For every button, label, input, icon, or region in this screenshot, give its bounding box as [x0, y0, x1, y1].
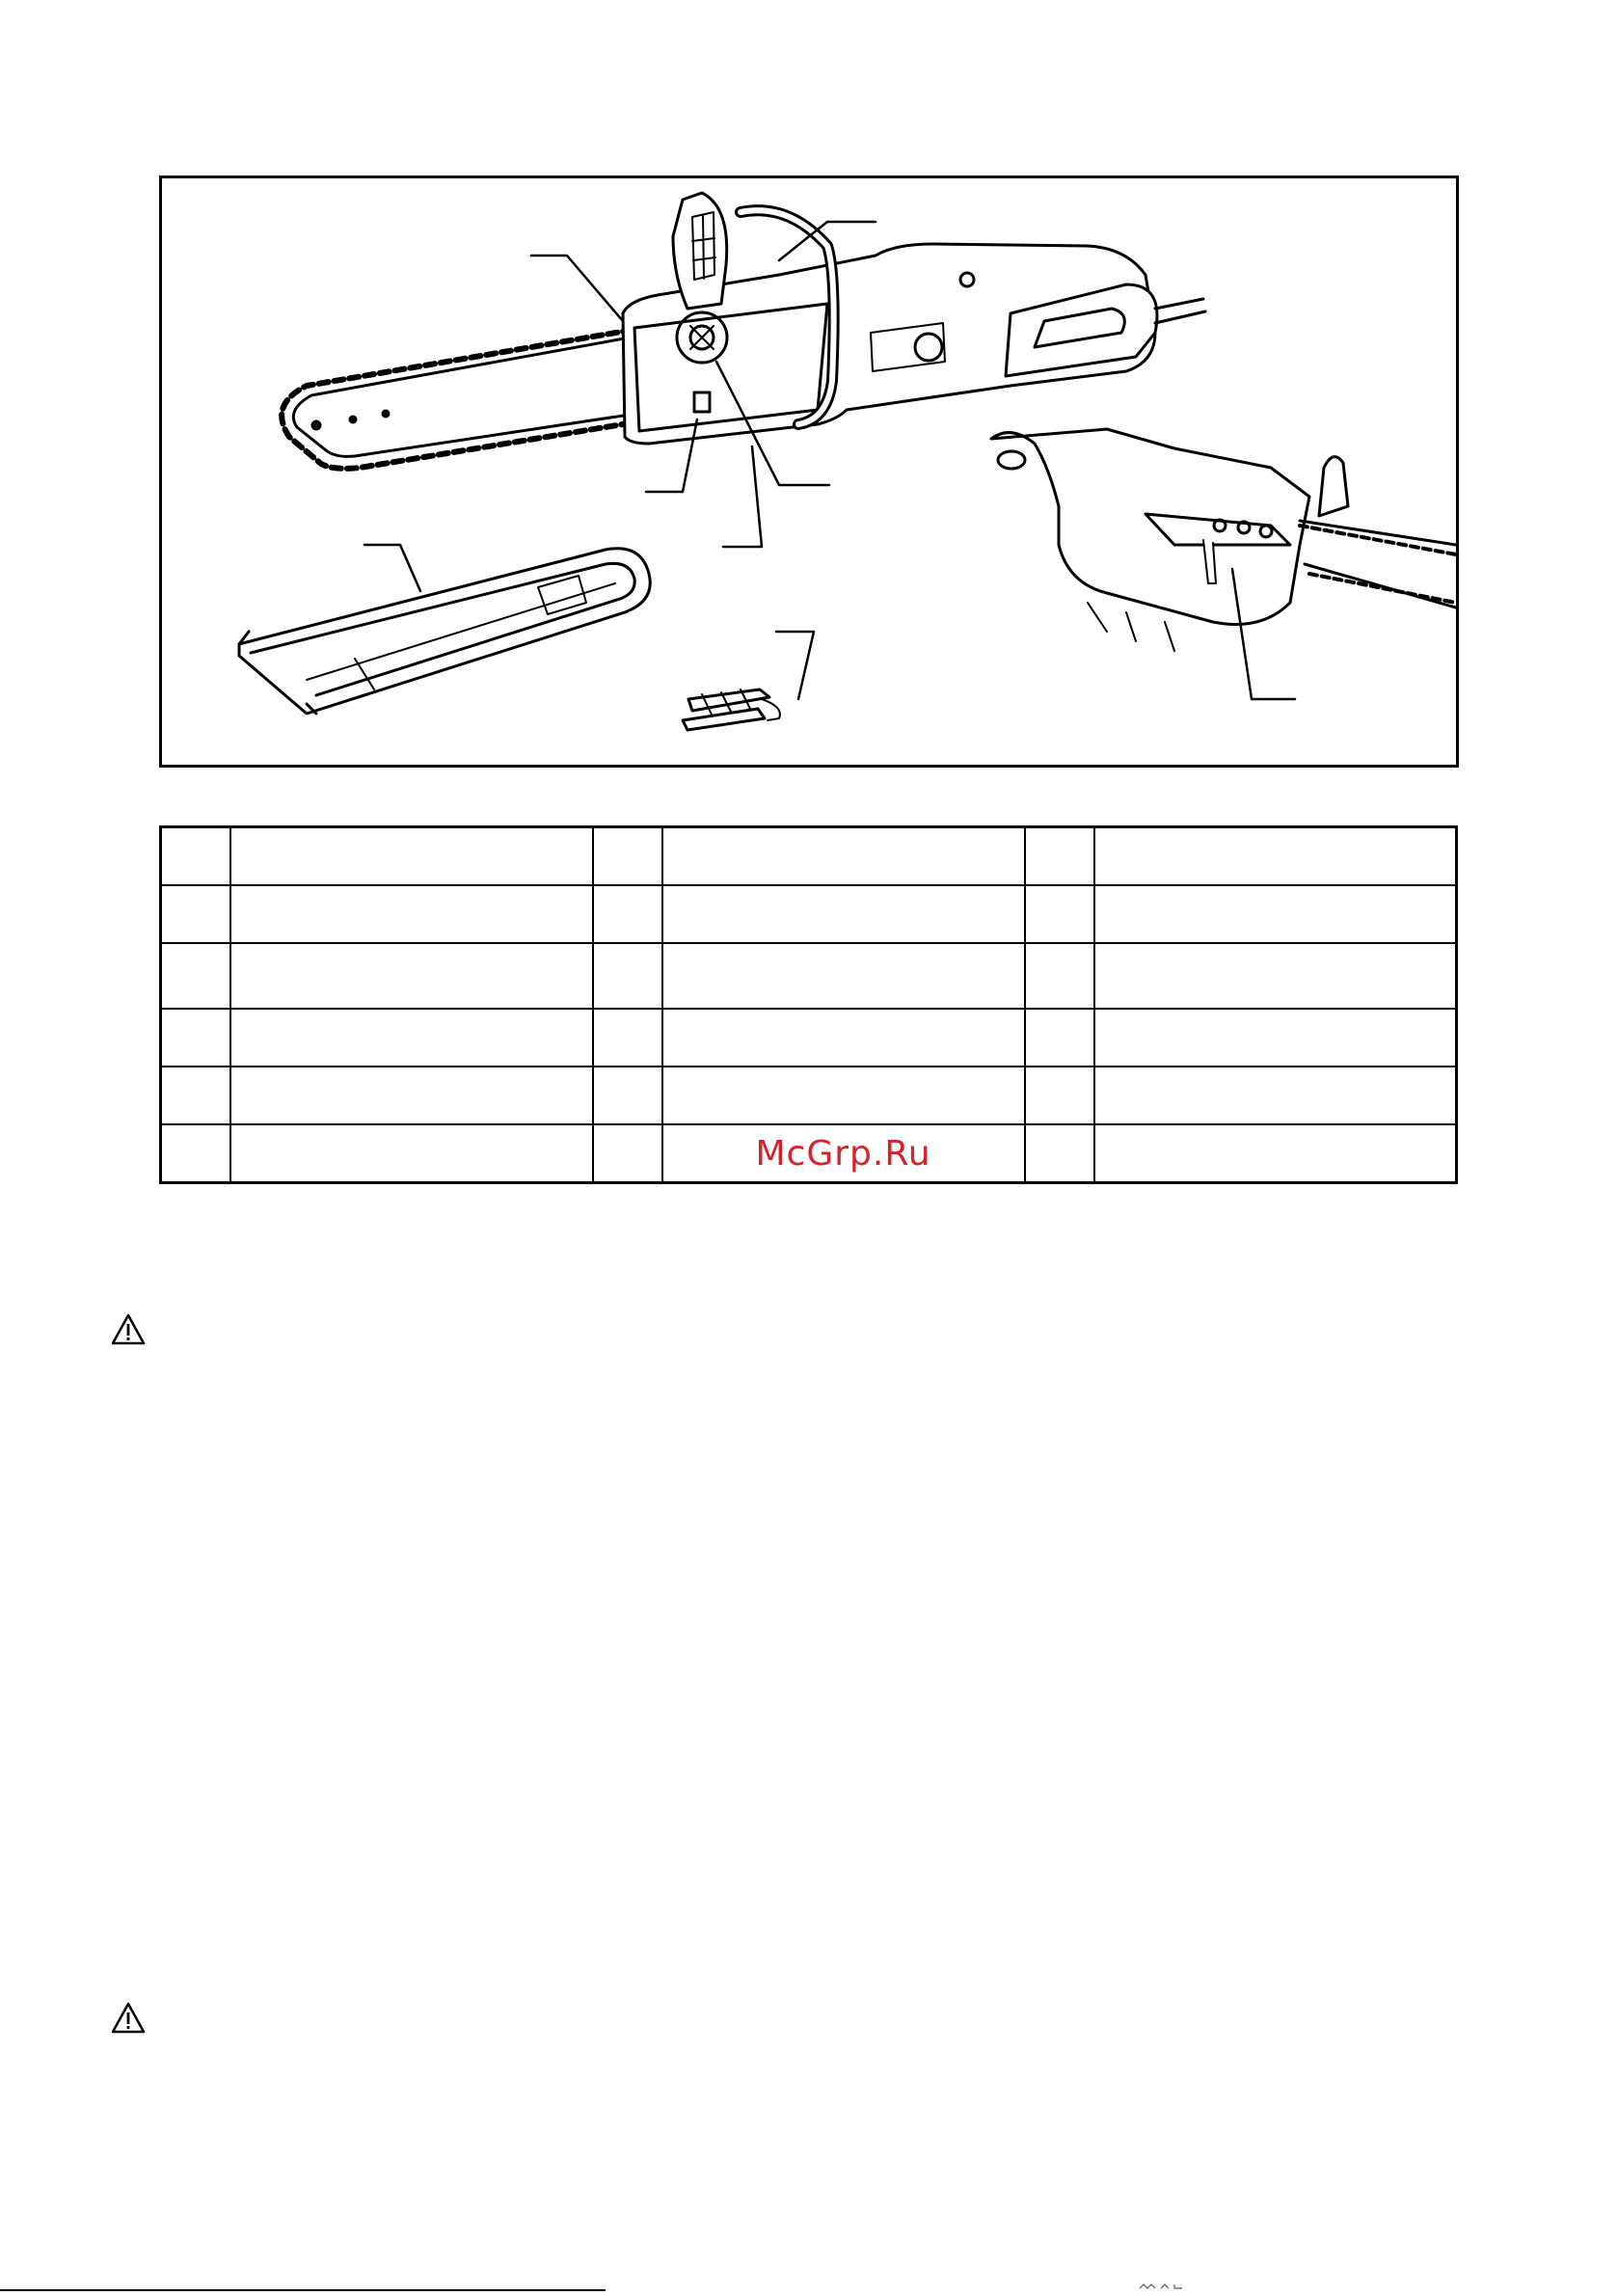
table-cell: [161, 1009, 230, 1067]
table-cell: [662, 943, 1025, 1009]
warning-triangle-icon: [111, 2002, 146, 2035]
table-cell: [230, 1124, 593, 1183]
table-cell: [1094, 1009, 1457, 1067]
table-cell: [593, 885, 662, 943]
guide-bar-cover: [239, 545, 650, 714]
table-cell: [1025, 885, 1094, 943]
table-cell: [1025, 1124, 1094, 1183]
table-cell: [230, 1067, 593, 1124]
table-cell: [593, 943, 662, 1009]
table-cell: [230, 1009, 593, 1067]
table-row: [161, 1067, 1457, 1124]
chainsaw-illustration: [162, 178, 1456, 765]
table-cell: [593, 1124, 662, 1183]
table-cell: [1025, 943, 1094, 1009]
front-hand-guard: [673, 193, 727, 309]
table-cell: [662, 1067, 1025, 1124]
table-cell: [230, 827, 593, 886]
table-row: [161, 1124, 1457, 1183]
footer-mark: [1138, 2283, 1184, 2289]
table-cell: [230, 943, 593, 1009]
watermark-cell: [662, 1124, 1025, 1183]
table-cell: [593, 827, 662, 886]
table-cell: [662, 1009, 1025, 1067]
footer-rule: [0, 2289, 606, 2291]
table-cell: [593, 1067, 662, 1124]
table-cell: [1025, 1009, 1094, 1067]
table-cell: [161, 943, 230, 1009]
table-cell: [593, 1009, 662, 1067]
table-row: [161, 885, 1457, 943]
inset-detail-view: [991, 429, 1456, 699]
table-cell: [1094, 1067, 1457, 1124]
table-row: [161, 827, 1457, 886]
figure-frame: [159, 176, 1459, 768]
table-cell: [1094, 1124, 1457, 1183]
table-cell: [161, 827, 230, 886]
table-cell: [1025, 827, 1094, 886]
table-cell: [1025, 1067, 1094, 1124]
table-cell: [662, 885, 1025, 943]
table-cell: [161, 1067, 230, 1124]
table-cell: [1094, 885, 1457, 943]
table-cell: [161, 885, 230, 943]
table-row: [161, 943, 1457, 1009]
warning-triangle-icon: [111, 1313, 146, 1346]
table-cell: [230, 885, 593, 943]
parts-table: [159, 825, 1458, 1184]
table-row: [161, 1009, 1457, 1067]
table-cell: [1094, 943, 1457, 1009]
table-cell: [1094, 827, 1457, 886]
watermark-text: McGrp.Ru: [755, 1133, 931, 1174]
guide-bar-with-chain: [282, 330, 634, 469]
table-cell: [161, 1124, 230, 1183]
table-cell: [662, 827, 1025, 886]
adjusting-tools: [683, 632, 814, 730]
